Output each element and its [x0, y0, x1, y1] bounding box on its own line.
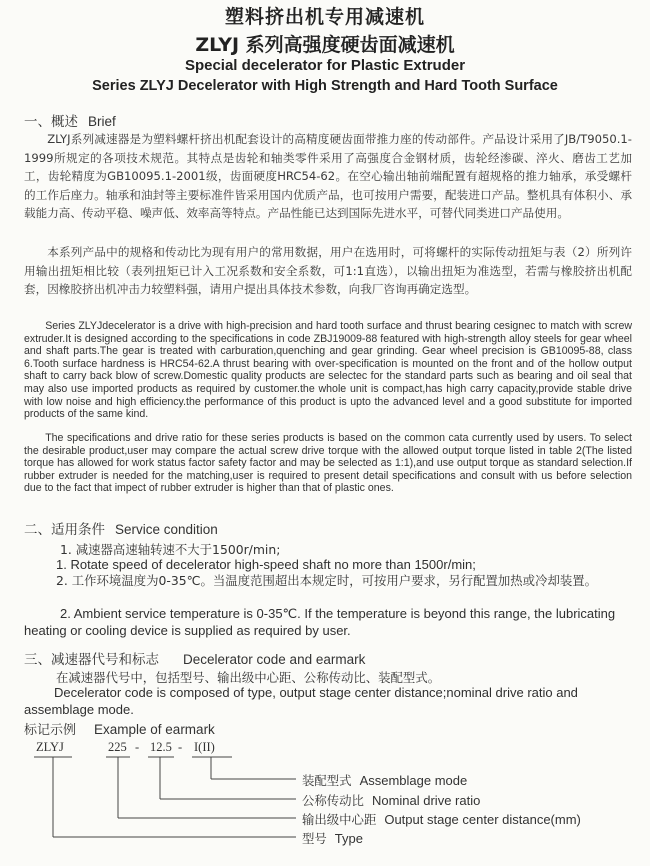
- service-item-1-cn: 1. 减速器高速轴转速不大于1500r/min;: [60, 542, 281, 557]
- brief-paragraph-en-1: Series ZLYJdecelerator is a drive with high-precision and hard tooth surface and thrust bearing cesignec to match with screw extruder.It is designed according to the specifications in code ZBJ19009-88 featured with high-strength alloy steels for gear wheel and shaft parts.The gear is treated with carburation,quenching and gear grinding. Gear wheel precision is GB10095-88, class 6.Tooth surface hardness is HRC54-62.A thrust bearing with over-specification is mounted on the front and of the hollow output shaft to carry back blow of screw.Domestic quality products are selectec for the standard parts such as bearing and oil seal that may also use imported products as required by customer.the whole unit is compact,has high carry capacity,provide stable drive with low noise and high efficiency.the performance of this product is upto the advanced level and a good substitute for imported products of the same kind.: [24, 320, 632, 421]
- code-description-en: Decelerator code is composed of type, output stage center distance;nominal drive ratio and assemblage mode.: [24, 685, 578, 717]
- label-center-distance: [302, 810, 581, 828]
- section-service-heading-en: Service condition: [115, 522, 218, 537]
- code-type: ZLYJ: [36, 740, 64, 754]
- label-type-en: Type: [334, 831, 363, 846]
- section-brief-heading-en: Brief: [88, 114, 116, 129]
- code-assemblage-mode: I(II): [194, 740, 215, 754]
- title-cn: 塑料挤出机专用减速机: [224, 6, 425, 28]
- code-drive-ratio: 12.5: [150, 740, 172, 754]
- label-nominal-drive-ratio: [302, 791, 480, 809]
- label-assemblage-mode-en: Assemblage mode: [359, 773, 468, 788]
- brief-paragraph-en-2: The specifications and drive ratio for these series products is based on the common cata currently used by users. To select the desirable product,user may compare the actual screw drive torque with the allowed output torque listed in table 2(The listed torque has allowed for work status factor safety factor and may be selected as 1:1),and use output torque as standard selection.If rubber extruder is needed for the matching,user is required to present detail specifications and consult with us before selection due to the fact that impect of rubber extruder is higher than that of plastic ones.: [24, 432, 632, 495]
- label-center-distance-cn: 输出级中心距: [302, 812, 377, 827]
- label-assemblage-mode-cn: 装配型式: [302, 773, 352, 788]
- code-separator: -: [135, 740, 140, 754]
- label-nominal-drive-ratio-en: Nominal drive ratio: [371, 793, 481, 808]
- label-type-cn: 型号: [302, 831, 327, 846]
- example-heading-en: Example of earmark: [94, 722, 215, 737]
- title-en-1: Special decelerator for Plastic Extruder: [184, 57, 466, 74]
- label-type: [302, 829, 363, 847]
- brief-paragraph-cn-2: 本系列产品中的规格和传动比为现有用户的常用数据，用户在选用时，可将螺杆的实际传动扭矩与表（2）所列许用输出扭矩相比较（表列扭矩已计入工况系数和安全系数，可1:1直选），以输出扭矩为准选型，若需与橡胶挤出机配套，因橡胶挤出机冲击力较塑料强，请用户提出具体技术参数，向我厂咨询再确定选型。: [24, 245, 632, 297]
- label-center-distance-en: Output stage center distance(mm): [384, 812, 581, 827]
- service-item-1-en: 1. Rotate speed of decelerator high-speed shaft no more than 1500r/min;: [56, 557, 476, 572]
- code-description-cn: 在减速器代号中，包括型号、输出级中心距、公称传动比、装配型式。: [56, 670, 441, 685]
- section-brief-heading-cn: 一、概述: [24, 114, 78, 130]
- section-code-heading-cn: 三、减速器代号和标志: [24, 652, 159, 668]
- example-heading-cn: 标记示例: [24, 723, 77, 738]
- service-item-2-cn: 2. 工作环境温度为0-35℃。当温度范围超出本规定时，可按用户要求，另行配置加热或冷却装置。: [56, 573, 598, 588]
- label-nominal-drive-ratio-cn: 公称传动比: [302, 793, 364, 808]
- label-assemblage-mode: [302, 771, 467, 789]
- brief-paragraph-cn-1: ZLYJ系列减速器是为塑料螺杆挤出机配套设计的高精度硬齿面带推力座的传动部件。产品设计采用了JB/T9050.1-1999所规定的各项技术规范。其特点是齿轮和轴类零件采用了高强度合金钢材质，齿轮经渗碳、淬火、磨齿工艺加工，齿轮精度为GB10095.1-2001级，齿面硬度HRC54-62。在空心输出轴前端配置有超规格的推力轴承，承受螺杆的工作后座力。轴承和油封等主要标准件皆采用国内优质产品，也可按用户需要，配装进口产品。整机具有体积小、承载能力高、传动平稳、噪声低、效率高等特点。产品性能已达到国际先进水平，可替代同类进口产品使用。: [24, 132, 632, 221]
- title-cn-series: ZLYJ 系列高强度硬齿面减速机: [195, 34, 455, 56]
- title-en-2: Series ZLYJ Decelerator with High Strength and Hard Tooth Surface: [92, 78, 558, 94]
- code-separator: -: [178, 740, 183, 754]
- section-service-heading-cn: 二、适用条件: [24, 522, 105, 538]
- code-center-distance: 225: [108, 740, 127, 754]
- section-code-heading-en: Decelerator code and earmark: [183, 652, 366, 667]
- service-item-2-en: 2. Ambient service temperature is 0-35℃. If the temperature is beyond this range, the lubricating heating or cooling device is supplied as required by user.: [24, 606, 616, 638]
